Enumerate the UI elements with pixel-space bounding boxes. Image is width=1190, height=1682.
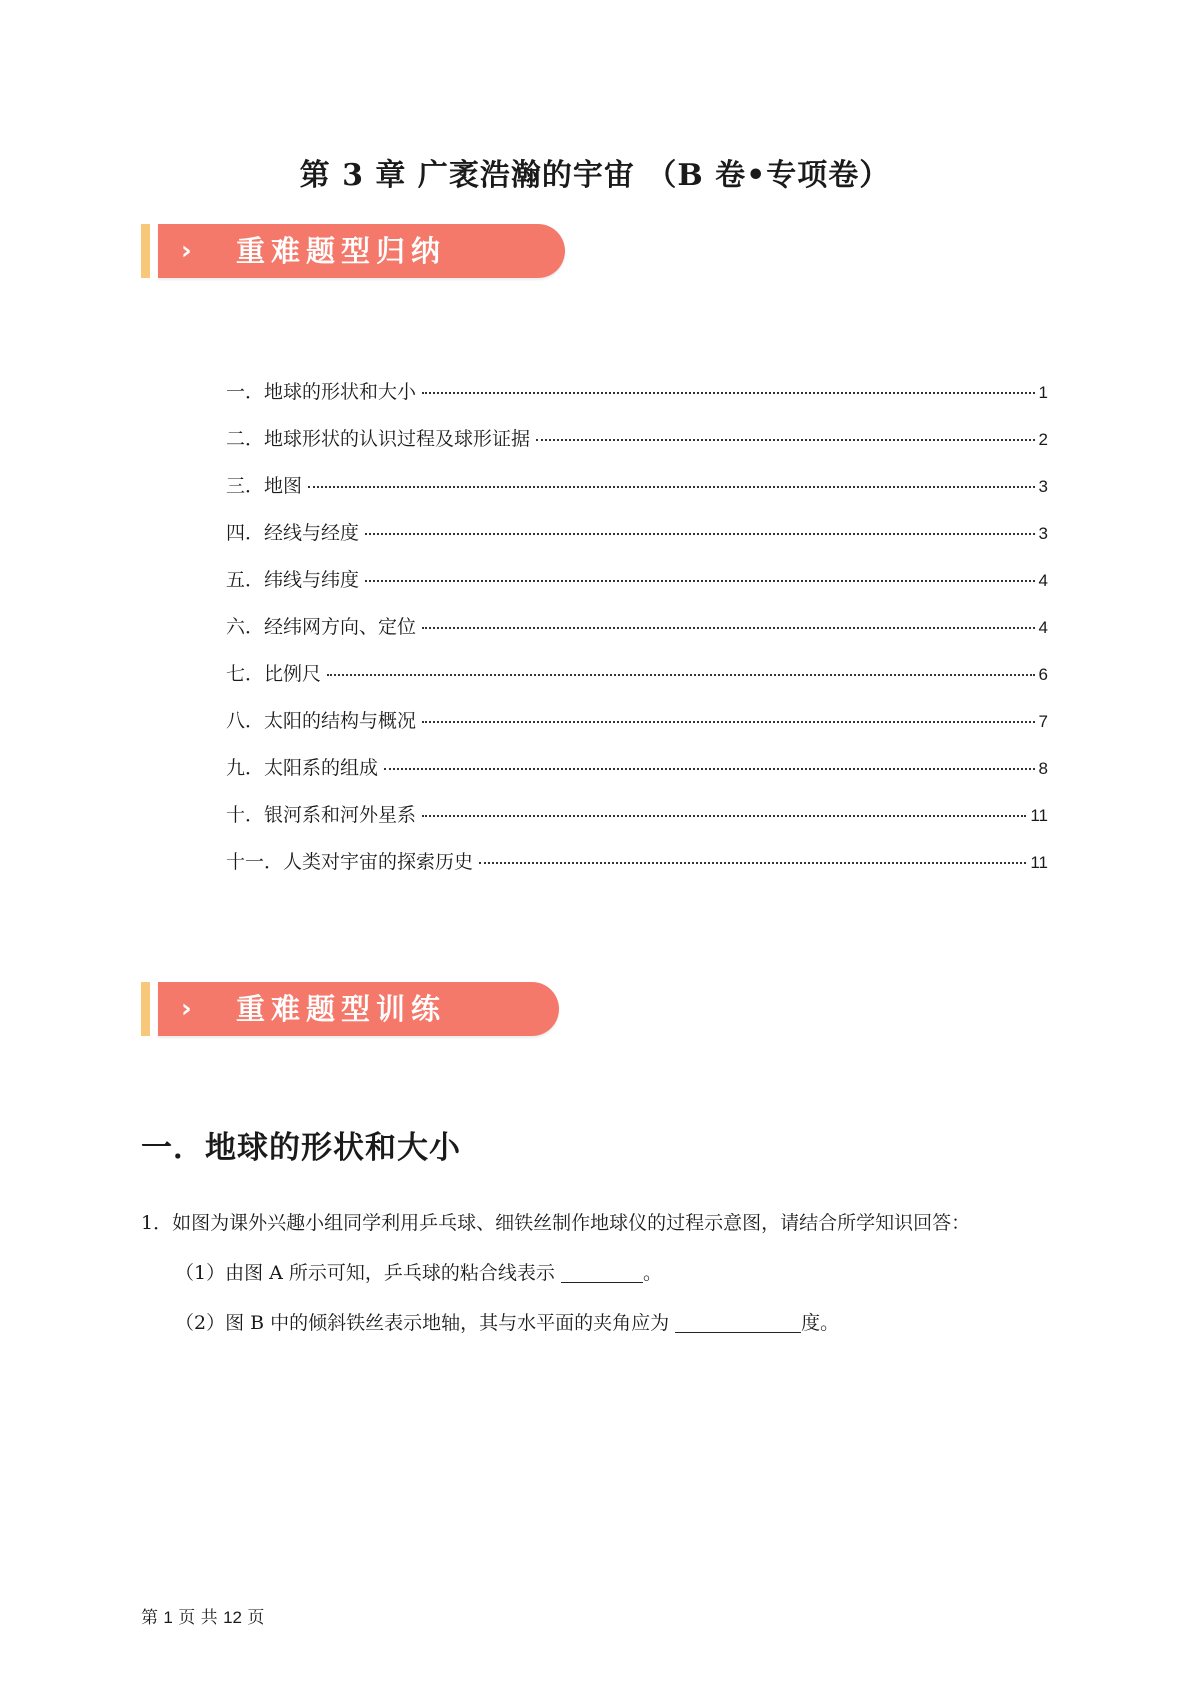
question-1 xyxy=(141,1208,1061,1335)
toc-leader-dots xyxy=(422,815,1026,817)
banner-accent-bar xyxy=(141,224,150,278)
toc-leader-dots xyxy=(308,486,1035,488)
document-title: 第 3 章 广袤浩瀚的宇宙 （B 卷•专项卷） xyxy=(299,158,891,193)
question-part-1 xyxy=(175,1258,1061,1285)
toc-leader-dots xyxy=(365,533,1035,535)
toc-entry-page: 11 xyxy=(1030,853,1048,872)
answer-blank-2[interactable] xyxy=(675,1331,801,1333)
toc-leader-dots xyxy=(327,674,1035,676)
banner-label: 重难题型归纳 xyxy=(236,234,447,268)
toc-leader-dots xyxy=(536,439,1035,441)
footer-middle: 页 共 xyxy=(178,1608,218,1628)
toc-entry-title: 三．地图 xyxy=(226,475,303,497)
footer-suffix: 页 xyxy=(247,1608,265,1628)
toc-entry[interactable] xyxy=(226,659,1048,706)
toc-entry[interactable] xyxy=(226,518,1048,565)
footer-prefix: 第 xyxy=(141,1608,158,1628)
toc-leader-dots xyxy=(365,580,1035,582)
toc-entry[interactable] xyxy=(226,424,1048,471)
toc-entry[interactable] xyxy=(226,800,1048,847)
toc-leader-dots xyxy=(479,862,1026,864)
toc-entry[interactable] xyxy=(226,753,1048,800)
toc-entry-page: 3 xyxy=(1038,477,1048,496)
toc-entry[interactable] xyxy=(226,377,1048,424)
chevron-right-icon: › xyxy=(181,236,192,266)
table-of-contents xyxy=(226,377,1048,894)
toc-entry-title: 五．纬线与纬度 xyxy=(226,569,360,591)
toc-entry-title: 十一．人类对宇宙的探索历史 xyxy=(226,851,474,873)
toc-entry-page: 6 xyxy=(1038,665,1048,684)
toc-leader-dots xyxy=(384,768,1035,770)
toc-entry-page: 1 xyxy=(1038,383,1048,402)
toc-entry-page: 4 xyxy=(1038,571,1048,590)
toc-entry[interactable] xyxy=(226,471,1048,518)
toc-leader-dots xyxy=(422,392,1035,394)
toc-entry-page: 11 xyxy=(1030,806,1048,825)
toc-entry[interactable] xyxy=(226,706,1048,753)
question-stem: 1．如图为课外兴趣小组同学利用乒乓球、细铁丝制作地球仪的过程示意图，请结合所学知识回答： xyxy=(141,1212,971,1234)
toc-entry-title: 七．比例尺 xyxy=(226,663,322,685)
section-heading: 一．地球的形状和大小 xyxy=(141,1130,461,1166)
toc-entry[interactable] xyxy=(226,612,1048,659)
toc-entry-page: 4 xyxy=(1038,618,1048,637)
answer-blank-1[interactable] xyxy=(561,1281,643,1283)
banner-summary xyxy=(141,224,565,278)
toc-entry-title: 九．太阳系的组成 xyxy=(226,757,379,779)
toc-entry[interactable] xyxy=(226,847,1048,894)
toc-entry-page: 2 xyxy=(1038,430,1048,449)
toc-entry-title: 十．银河系和河外星系 xyxy=(226,804,417,826)
toc-entry-title: 六．经纬网方向、定位 xyxy=(226,616,417,638)
toc-leader-dots xyxy=(422,721,1035,723)
question-part-2-end: 度。 xyxy=(801,1312,840,1334)
toc-entry-page: 7 xyxy=(1038,712,1048,731)
banner-accent-bar xyxy=(141,982,150,1036)
question-part-2-text: （2）图 B 中的倾斜铁丝表示地轴，其与水平面的夹角应为 xyxy=(175,1312,676,1334)
footer-total-pages: 12 xyxy=(223,1608,243,1627)
toc-entry-title: 八．太阳的结构与概况 xyxy=(226,710,417,732)
toc-entry-page: 3 xyxy=(1038,524,1048,543)
question-part-1-text: （1）由图 A 所示可知，乒乓球的粘合线表示 xyxy=(175,1262,561,1284)
chevron-right-icon: › xyxy=(181,994,192,1024)
question-part-1-end: 。 xyxy=(642,1262,662,1284)
question-part-2 xyxy=(175,1308,1061,1335)
banner-training xyxy=(141,982,559,1036)
banner-label: 重难题型训练 xyxy=(236,992,447,1026)
toc-entry-page: 8 xyxy=(1038,759,1048,778)
toc-entry-title: 四．经线与经度 xyxy=(226,522,360,544)
toc-leader-dots xyxy=(422,627,1035,629)
page-footer xyxy=(141,1603,264,1628)
toc-entry[interactable] xyxy=(226,565,1048,612)
toc-entry-title: 二．地球形状的认识过程及球形证据 xyxy=(226,428,531,450)
toc-entry-title: 一．地球的形状和大小 xyxy=(226,381,417,403)
footer-current-page: 1 xyxy=(163,1608,173,1627)
